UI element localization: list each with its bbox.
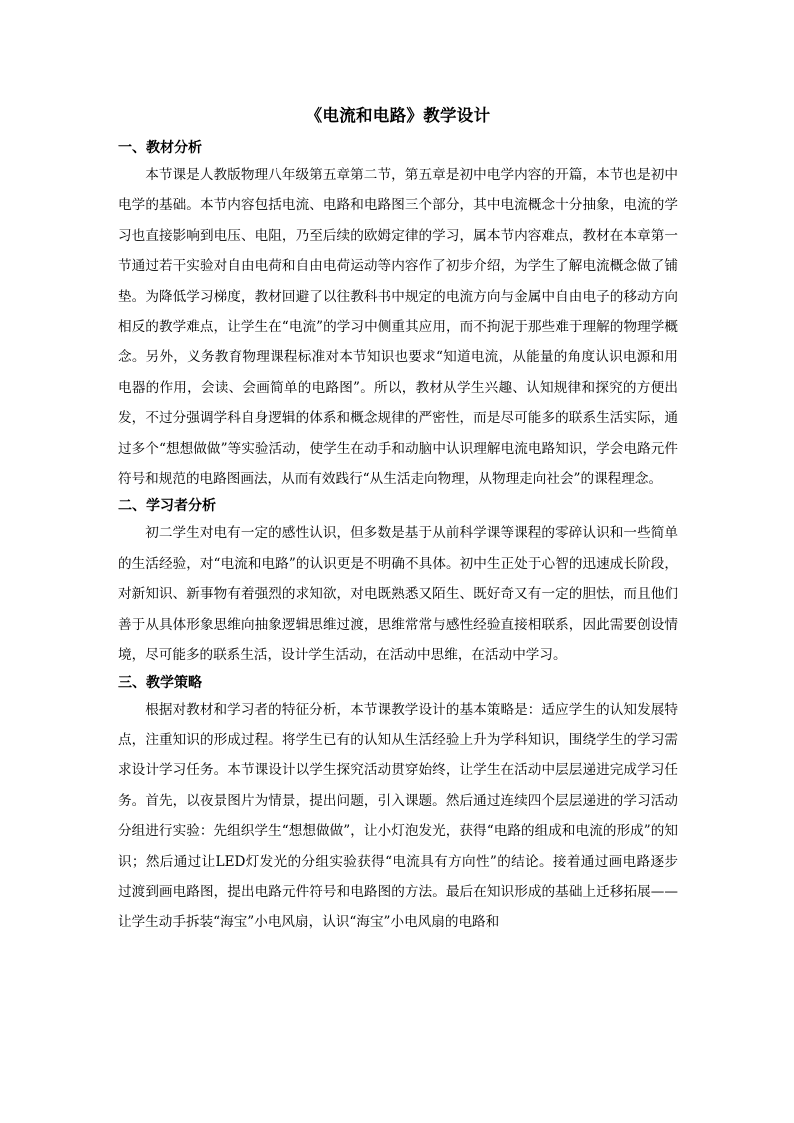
section-heading-textbook-analysis: 一、教材分析 — [118, 140, 202, 156]
paragraph-textbook-analysis: 本节课是人教版物理八年级第五章第二节，第五章是初中电学内容的开篇，本节也是初中电学的基础。本节内容包括电流、电路和电路图三个部分，其中电流概念十分抽象，电流的学习也直接影响到电压、电阻，乃至后续的欧姆定律的学习，属本节内容难点，教材在本章第一节通过若干实验对自由电荷和自由电荷运动等内容作了初步介绍，为学生了解电流概念做了铺垫。为降低学习梯度，教材回避了以往教科书中规定的电流方向与金属中自由电子的移动方向相反的教学难点，让学生在“电流”的学习中侧重其应用，而不拘泥于那些难于理解的物理学概念。另外，义务教育物理课程标准对本节知识也要求“知道电流，从能量的角度认识电源和用电器的作用，会读、会画简单的电路图”。所以，教材从学生兴趣、认知规律和探究的方便出发，不过分强调学科自身逻辑的体系和概念规律的严密性，而是尽可能多的联系生活实际，通过多个“想想做做”等实验活动，使学生在动手和动脑中认识理解电流电路知识，学会电路元件符号和规范的电路图画法，从而有效践行“从生活走向物理，从物理走向社会”的课程理念。 — [118, 167, 678, 488]
section-learner-analysis — [118, 494, 678, 670]
section-teaching-strategy — [118, 671, 678, 938]
paragraph-teaching-strategy: 根据对教材和学习者的特征分析，本节课教学设计的基本策略是：适应学生的认知发展特点，注重知识的形成过程。将学生已有的认知从生活经验上升为学科知识，围绕学生的学习需求设计学习任务。本节课设计以学生探究活动贯穿始终，让学生在活动中层层递进完成学习任务。首先，以夜景图片为情景，提出问题，引入课题。然后通过连续四个层层递进的学习活动分组进行实验：先组织学生“想想做做”，让小灯泡发光，获得“电路的组成和电流的形成”的知识；然后通过让LED灯发光的分组实验获得“电流具有方向性”的结论。接着通过画电路逐步过渡到画电路图，提出电路元件符号和电路图的方法。最后在知识形成的基础上迁移拓展——让学生动手拆装“海宝”小电风扇，认识“海宝”小电风扇的电路和 — [118, 701, 678, 931]
document-title: 《电流和电路》教学设计 — [305, 106, 491, 125]
section-heading-learner-analysis: 二、学习者分析 — [118, 498, 216, 515]
paragraph-learner-analysis: 初二学生对电有一定的感性认识，但多数是基于从前科学课等课程的零碎认识和一些简单的生活经验，对“电流和电路”的认识更是不明确不具体。初中生正处于心智的迅速成长阶段，对新知识、新事物有着强烈的求知欲，对电既熟悉又陌生、既好奇又有一定的胆怯，而且他们善于从具体形象思维向抽象逻辑思维过渡，思维常常与感性经验直接相联系，因此需要创设情境，尽可能多的联系生活，设计学生活动，在活动中思维，在活动中学习。 — [118, 525, 678, 664]
section-heading-teaching-strategy: 三、教学策略 — [118, 674, 202, 691]
section-textbook-analysis — [118, 136, 678, 494]
document-page — [118, 104, 678, 938]
